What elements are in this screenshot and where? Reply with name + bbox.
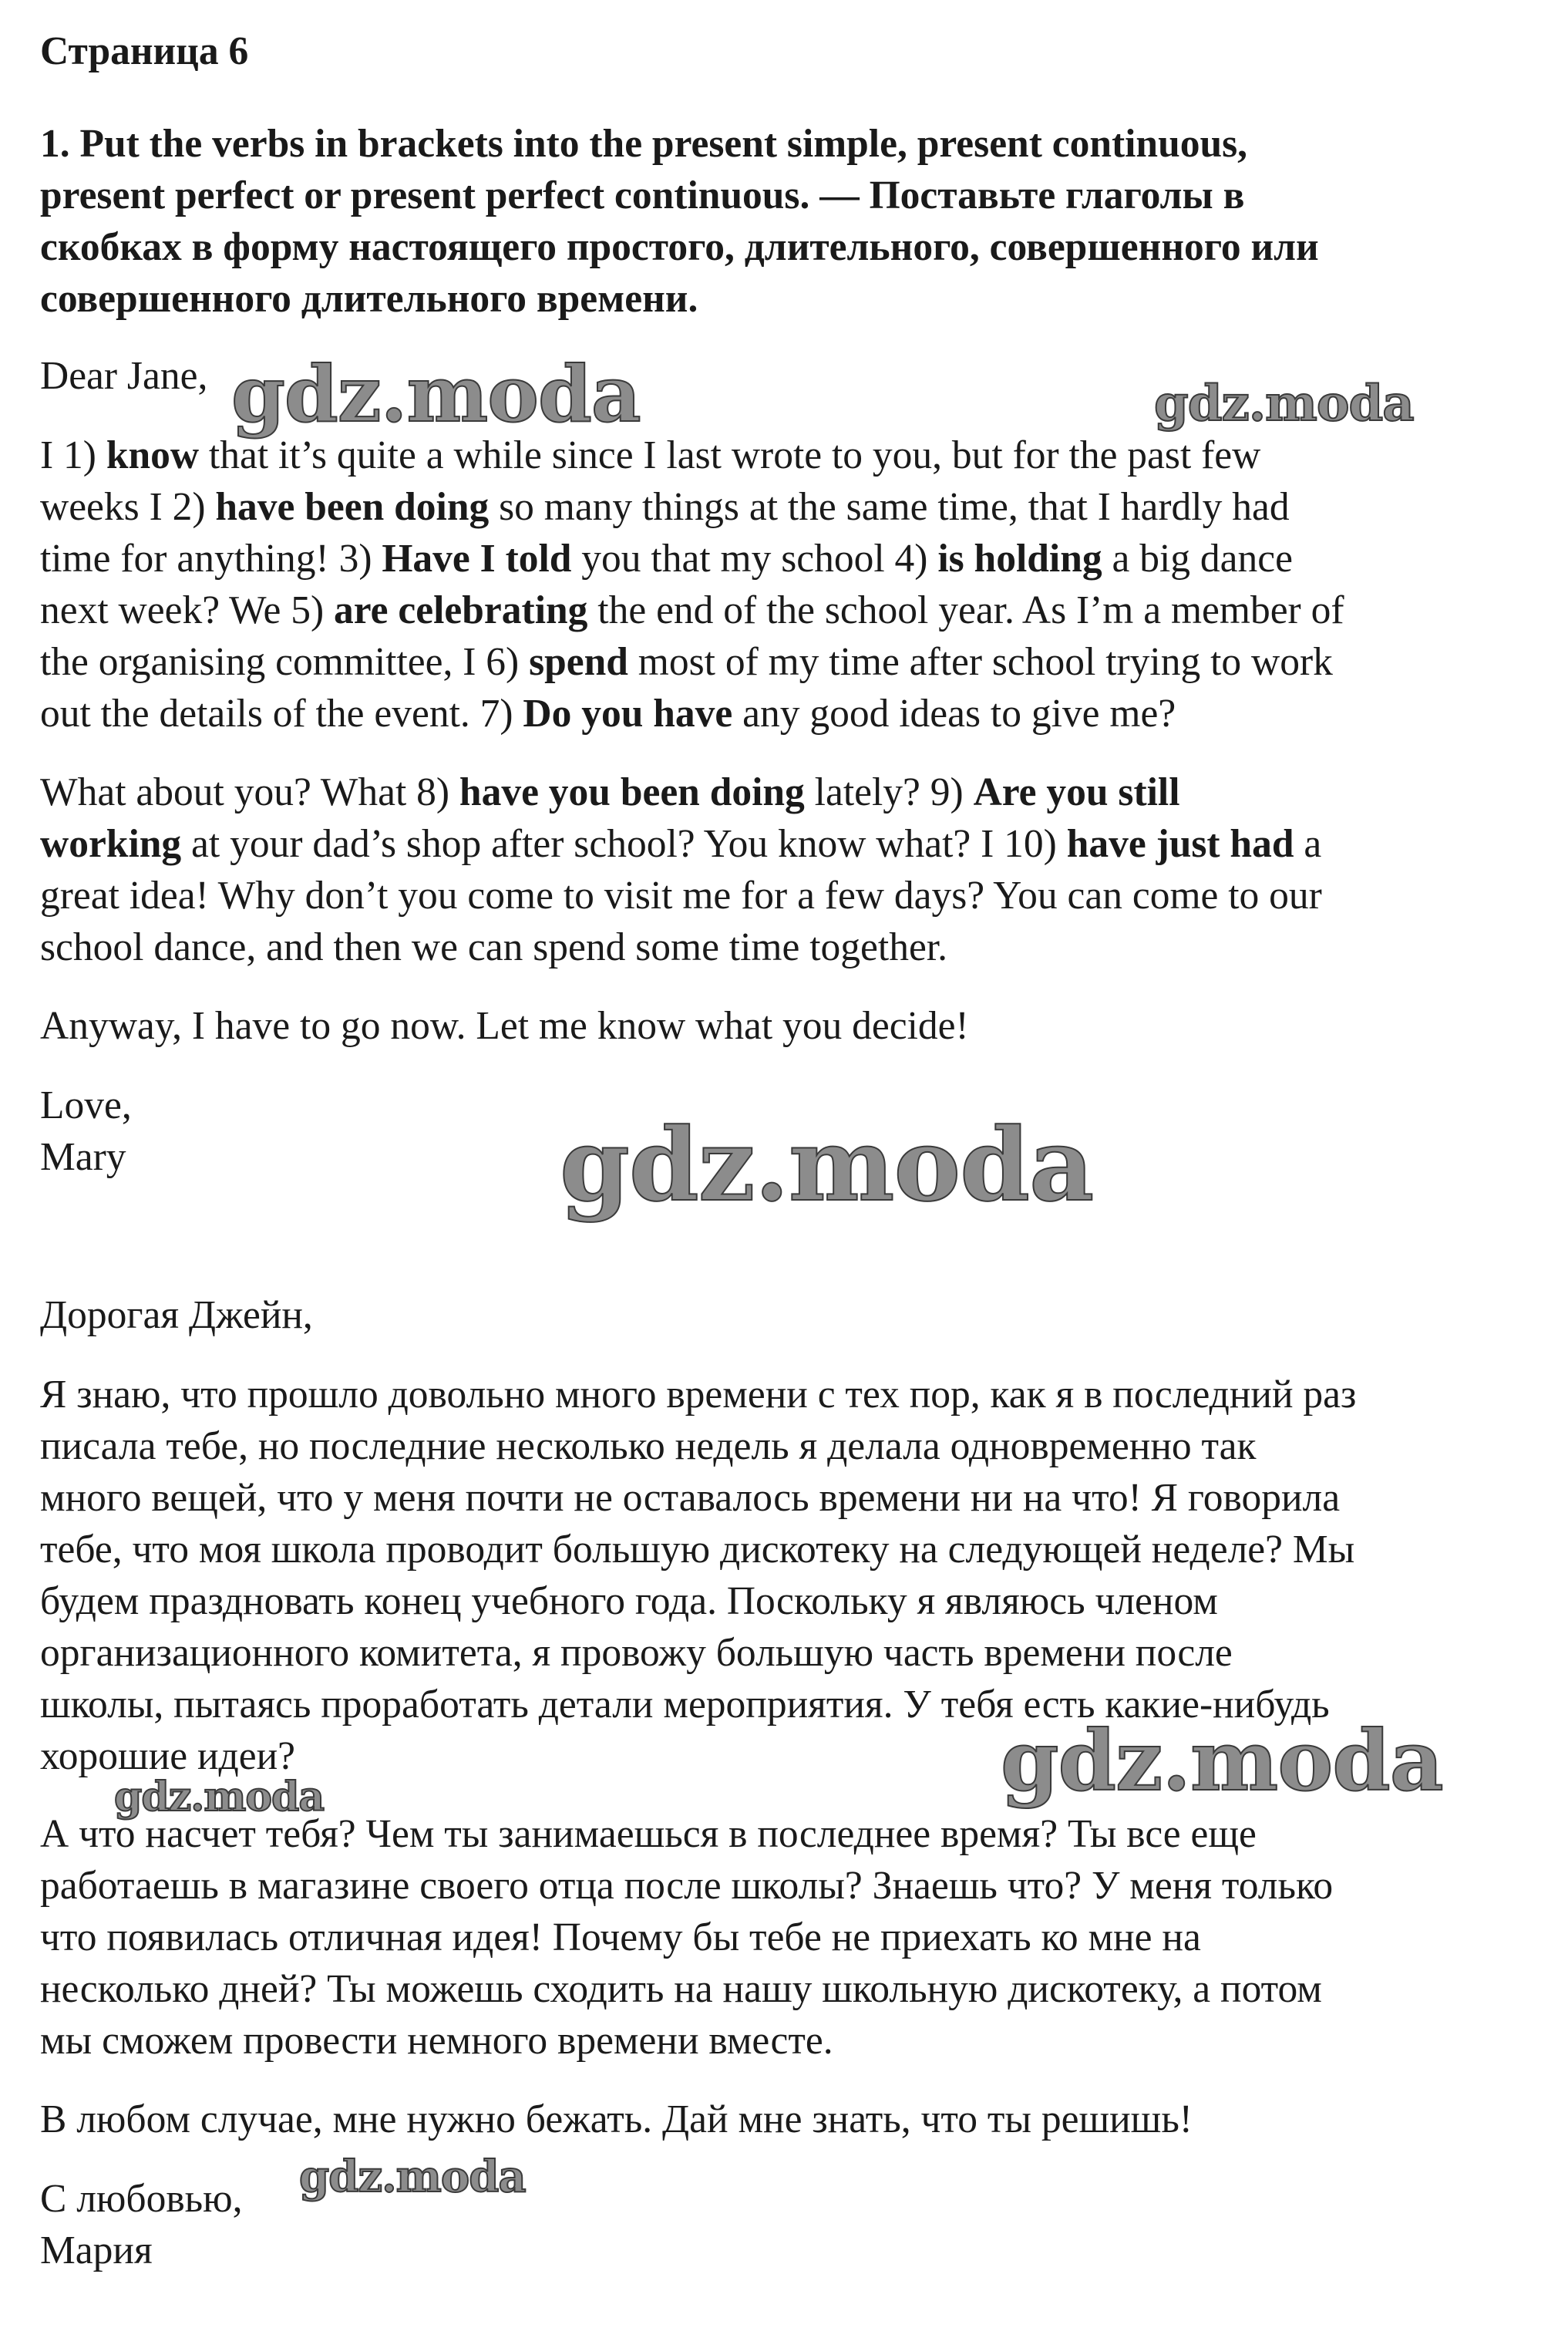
translation-line: что появилась отличная идея! Почему бы тебе не приехать ко мне на <box>40 1915 1201 1959</box>
letter-greeting: Dear Jane, <box>40 354 208 398</box>
letter-line: the organising committee, I 6) spend most of my time after school trying to work <box>40 640 1333 684</box>
watermark: gdz.moda <box>560 1106 1094 1224</box>
translation-line: много вещей, что у меня почти не оставалось времени ни на что! Я говорила <box>40 1476 1341 1520</box>
answer-verb: working <box>40 822 182 866</box>
translation-line: хорошие идеи? <box>40 1734 296 1778</box>
letter-signature: Mary <box>40 1135 126 1179</box>
translation-line: работаешь в магазине своего отца после школы? Знаешь что? У меня только <box>40 1864 1334 1908</box>
task-line-4: совершенного длительного времени. <box>40 277 698 321</box>
letter-line: weeks I 2) have been doing so many things at the same time, that I hardly had <box>40 485 1290 529</box>
translation-line: несколько дней? Ты можешь сходить на нашу школьную дискотеку, а потом <box>40 1967 1322 2011</box>
translation-greeting: Дорогая Джейн, <box>40 1293 313 1337</box>
page-title: Страница 6 <box>40 29 249 73</box>
answer-verb: Do you have <box>523 692 733 736</box>
watermark: gdz.moda <box>299 2151 526 2202</box>
watermark: gdz.moda <box>114 1774 325 1821</box>
watermark: gdz.moda <box>1154 375 1414 433</box>
translation-line: тебе, что моя школа проводит большую дискотеку на следующей неделе? Мы <box>40 1528 1355 1572</box>
translation-line: писала тебе, но последние несколько недель я делала одновременно так <box>40 1424 1257 1468</box>
letter-line: I 1) know that it’s quite a while since I last wrote to you, but for the past few <box>40 433 1261 477</box>
answer-verb: have you been doing <box>459 770 805 814</box>
answer-verb: are celebrating <box>334 588 588 632</box>
translation-line: А что насчет тебя? Чем ты занимаешься в последнее время? Ты все еще <box>40 1812 1257 1856</box>
letter-line: school dance, and then we can spend some time together. <box>40 925 947 969</box>
answer-verb: have been doing <box>215 485 490 529</box>
letter-line: time for anything! 3) Have I told you that my school 4) is holding a big dance <box>40 537 1293 581</box>
task-line-1: 1. Put the verbs in brackets into the present simple, present continuous, <box>40 122 1248 166</box>
translation-line: Я знаю, что прошло довольно много времени с тех пор, как я в последний раз <box>40 1373 1357 1417</box>
letter-closing: Love, <box>40 1083 132 1127</box>
translation-signature: Мария <box>40 2229 153 2272</box>
translation-line: школы, пытаясь проработать детали мероприятия. У тебя есть какие-нибудь <box>40 1683 1330 1727</box>
task-line-3: скобках в форму настоящего простого, длительного, совершенного или <box>40 225 1319 269</box>
task-line-2: present perfect or present perfect continuous. — Поставьте глаголы в <box>40 173 1245 217</box>
letter-line: out the details of the event. 7) Do you have any good ideas to give me? <box>40 692 1176 736</box>
translation-line: организационного комитета, я провожу большую часть времени после <box>40 1631 1233 1675</box>
answer-verb: have just had <box>1066 822 1294 866</box>
answer-verb: Are you still <box>973 770 1180 814</box>
watermark: gdz.moda <box>231 349 641 440</box>
answer-verb: know <box>106 433 200 477</box>
translation-line: В любом случае, мне нужно бежать. Дай мне знать, что ты решишь! <box>40 2097 1193 2141</box>
letter-line: What about you? What 8) have you been doing lately? 9) Are you still <box>40 770 1180 814</box>
answer-verb: Have I told <box>382 537 572 581</box>
answer-verb: is holding <box>937 537 1102 581</box>
translation-closing: С любовью, <box>40 2177 243 2221</box>
letter-line: next week? We 5) are celebrating the end of the school year. As I’m a member of <box>40 588 1344 632</box>
letter-line: working at your dad’s shop after school? You know what? I 10) have just had a <box>40 822 1322 866</box>
translation-line: мы сможем провести немного времени вместе. <box>40 2019 833 2063</box>
letter-line: Anyway, I have to go now. Let me know what you decide! <box>40 1004 969 1048</box>
answer-verb: spend <box>529 640 628 684</box>
watermark: gdz.moda <box>1001 1713 1443 1810</box>
letter-line: great idea! Why don’t you come to visit me for a few days? You can come to our <box>40 874 1322 918</box>
translation-line: будем праздновать конец учебного года. Поскольку я являюсь членом <box>40 1579 1218 1623</box>
